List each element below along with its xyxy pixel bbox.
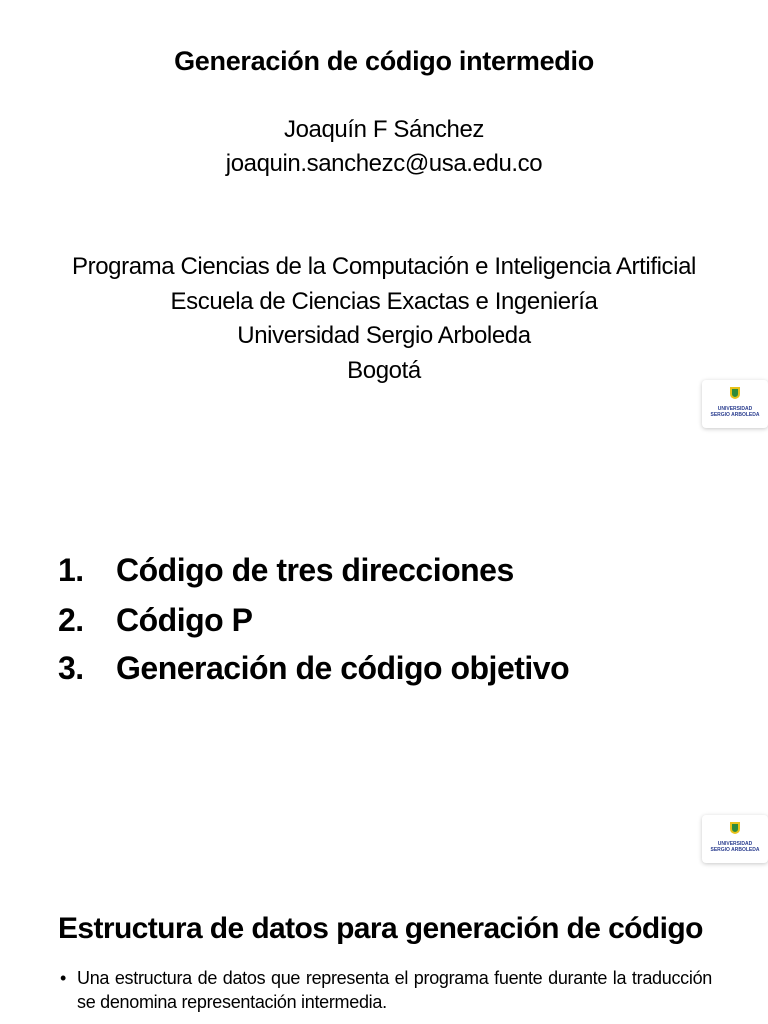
slide-title: Estructura de datos para generación de código [58,912,703,945]
list-item [58,552,514,589]
list-item-text: Código P [116,602,253,638]
logo-text-line2: SERGIO ARBOLEDA [710,847,760,853]
bullet-marker: • [60,968,67,988]
list-item-number: 2. [58,602,84,638]
logo-text-line1: UNIVERSIDAD [717,406,753,412]
shield-icon [729,386,741,400]
list-item [58,650,569,687]
author-email: joaquin.sanchezc@usa.edu.co [225,150,543,177]
shield-icon [729,821,741,835]
slide-title: Generación de código intermedio [174,46,594,76]
title-slide [0,0,768,435]
bullet-text: Una estructura de datos que representa el programa fuente durante la traducción se denomina representación intermedia. [77,968,712,1012]
contents-slide [0,435,768,870]
logo-text-line2: SERGIO ARBOLEDA [710,412,760,418]
city-name: Bogotá [347,357,421,384]
university-logo [702,380,768,428]
program-name: Programa Ciencias de la Computación e Inteligencia Artificial [72,253,696,280]
list-item-text: Generación de código objetivo [116,650,570,686]
author-name: Joaquín F Sánchez [283,116,484,143]
university-name: Universidad Sergio Arboleda [237,322,531,349]
data-structure-slide [0,870,768,1024]
logo-text-line1: UNIVERSIDAD [717,841,753,847]
university-logo [702,815,768,863]
list-item-text: Código de tres direcciones [116,552,514,588]
school-name: Escuela de Ciencias Exactas e Ingeniería [170,288,598,315]
list-item-number: 1. [58,552,84,588]
list-item-number: 3. [58,650,84,686]
list-item [58,602,252,639]
bullet-item [60,966,712,1014]
